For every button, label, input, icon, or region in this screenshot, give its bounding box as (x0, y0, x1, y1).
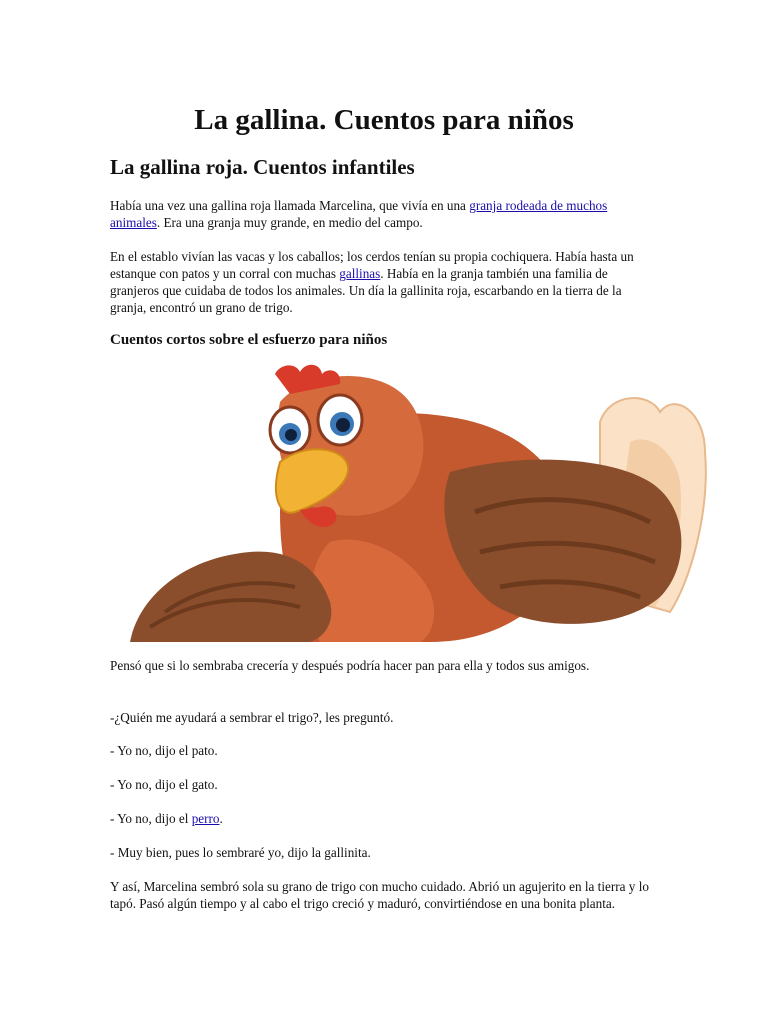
paragraph-text: - Yo no, dijo el (110, 811, 192, 826)
hen-pupil-right-dot (336, 418, 350, 432)
paragraph-text: . (219, 811, 223, 826)
paragraph-text: En el establo vivían las vacas y los caballos; los cerdos tenían su propia cochiquera. Había hasta un estanque con patos y un corral con muchas (110, 249, 634, 281)
paragraph-text: . Era una granja muy grande, en medio del campo. (156, 215, 423, 230)
paragraph-pato: - Yo no, dijo el pato. (110, 743, 218, 758)
paragraph-gallinita: - Muy bien, pues lo sembraré yo, dijo la gallinita. (110, 845, 371, 860)
paragraph-pensamiento: Pensó que si lo sembraba crecería y después podría hacer pan para ella y todos sus amigos. (110, 658, 590, 673)
link-gallinas[interactable]: gallinas (339, 266, 381, 281)
paragraph-siembra: Y así, Marcelina sembró sola su grano de trigo con mucho cuidado. Abrió un agujerito en la tierra y lo tapó. Pasó algún tiempo y al cabo el trigo creció y maduró, convirtiéndose en una bonita planta. (110, 879, 649, 911)
hen-illustration (130, 362, 715, 642)
paragraph-text: Había una vez una gallina roja llamada Marcelina, que vivía en una (110, 198, 470, 213)
link-perro[interactable]: perro (191, 811, 220, 826)
section-heading: Cuentos cortos sobre el esfuerzo para niños (110, 332, 388, 348)
story-subtitle: La gallina roja. Cuentos infantiles (110, 155, 415, 179)
hen-pupil-left-dot (285, 429, 297, 441)
paragraph-establo (110, 248, 655, 316)
hen-left-wing (130, 552, 331, 642)
link-granja-animales[interactable]: granja rodeada de muchos animales (110, 198, 608, 230)
paragraph-gato: - Yo no, dijo el gato. (110, 777, 218, 792)
paragraph-text: . Había en la granja también una familia de granjeros que cuidaba de todos los animales. Un día la gallinita roja, escarbando en la tierra de la granja, encontró un grano de trigo. (110, 266, 622, 315)
paragraph-intro (110, 197, 655, 231)
paragraph-perro (110, 810, 655, 827)
paragraph-pregunta: -¿Quién me ayudará a sembrar el trigo?, les preguntó. (110, 710, 394, 725)
page-title: La gallina. Cuentos para niños (194, 104, 574, 136)
